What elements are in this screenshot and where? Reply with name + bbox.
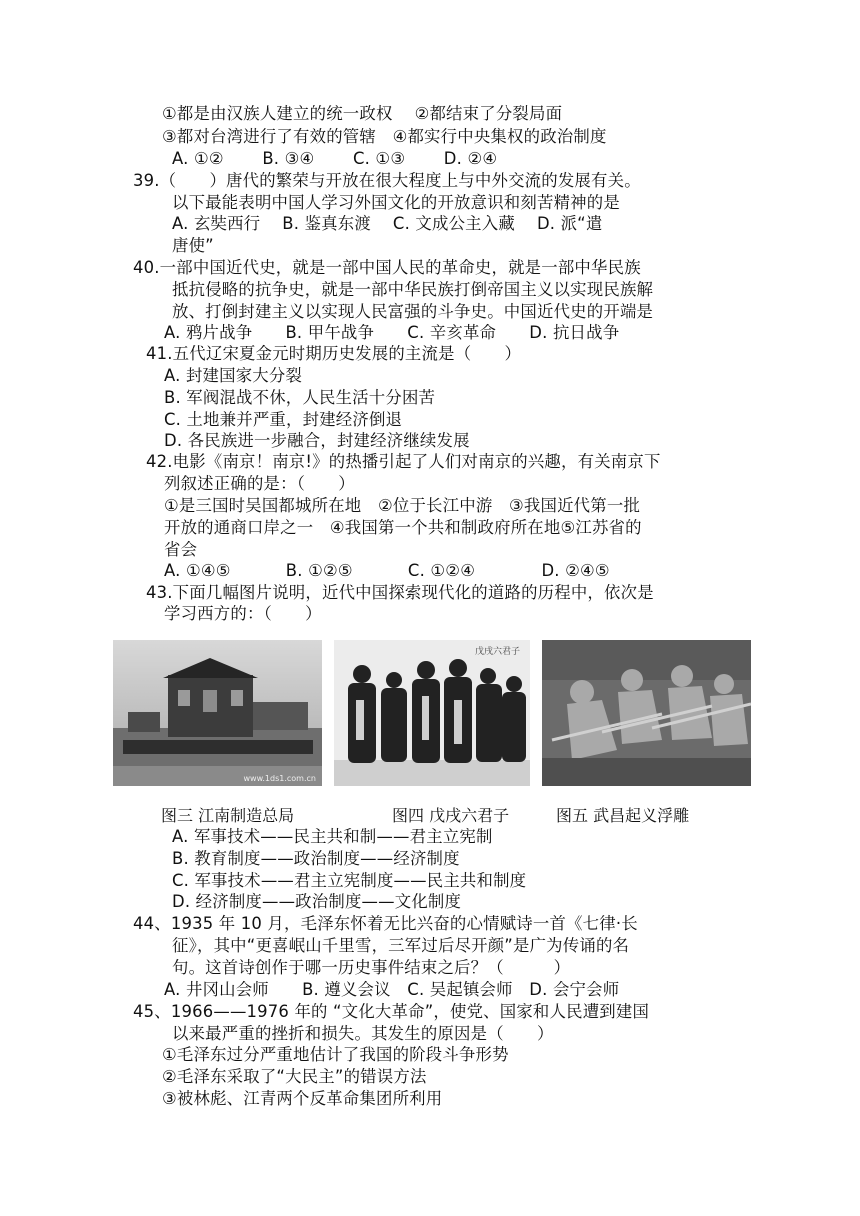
q40-stem-line3: 放、打倒封建主义以实现人民富强的斗争史。中国近代史的开端是 (172, 302, 654, 321)
q44-stem-line1: 44、1935 年 10 月，毛泽东怀着无比兴奋的心情赋诗一首《七律·长 (133, 914, 638, 933)
q42-stem-line2: 列叙述正确的是：（ ） (164, 474, 355, 493)
q44-stem-line3: 句。这首诗创作于哪一历史事件结束之后？（ ） (172, 958, 571, 977)
q45-statement-1: ①毛泽东过分严重地估计了我国的阶段斗争形势 (162, 1045, 509, 1064)
q42-options: A. ①④⑤ B. ①②⑤ C. ①②④ D. ②④⑤ (164, 561, 610, 580)
q41-option-c: C. 土地兼并严重，封建经济倒退 (164, 410, 403, 429)
q42-statement-line2: 开放的通商口岸之一 ④我国第一个共和制政府所在地⑤江苏省的 (164, 518, 642, 537)
q39-stem-line1: 39.（ ）唐代的繁荣与开放在很大程度上与中外交流的发展有关。 (133, 171, 641, 190)
q40-options: A. 鸦片战争 B. 甲午战争 C. 辛亥革命 D. 抗日战争 (164, 323, 620, 342)
q45-stem-line1: 45、1966——1976 年的 “文化大革命”，使党、国家和人民遭到建国 (133, 1002, 650, 1021)
q38-statement-line2: ③都对台湾进行了有效的管辖 ④都实行中央集权的政治制度 (162, 127, 607, 146)
q43-option-d: D. 经济制度——政治制度——文化制度 (172, 892, 462, 911)
q44-options: A. 井冈山会师 B. 遵义会议 C. 吴起镇会师 D. 会宁会师 (164, 980, 620, 999)
q41-stem: 41.五代辽宋夏金元时期历史发展的主流是（ ） (146, 344, 522, 363)
q38-statement-line1: ①都是由汉族人建立的统一政权 ②都结束了分裂局面 (162, 104, 563, 123)
q39-options: A. 玄奘西行 B. 鉴真东渡 C. 文成公主入藏 D. 派“遣 (172, 214, 603, 233)
photo-watermark: www.1ds1.com.cn (243, 774, 316, 783)
q40-stem-line2: 抵抗侵略的抗争史，就是一部中华民族打倒帝国主义以实现民族解 (172, 280, 654, 299)
q41-option-d: D. 各民族进一步融合，封建经济继续发展 (164, 431, 470, 450)
q42-stem-line1: 42.电影《南京！南京!》的热播引起了人们对南京的兴趣，有关南京下 (146, 452, 661, 471)
q43-option-c: C. 军事技术——君主立宪制度——民主共和制度 (172, 871, 527, 890)
q41-option-b: B. 军阀混战不休，人民生活十分困苦 (164, 388, 436, 407)
caption-figure-5: 图五 武昌起义浮雕 (556, 806, 690, 825)
q43-option-a: A. 军事技术——民主共和制——君主立宪制 (172, 827, 493, 846)
photo-title: 戊戌六君子 (474, 647, 520, 657)
q45-statement-2: ②毛泽东采取了“大民主”的错误方法 (162, 1067, 427, 1086)
q44-stem-line2: 征》，其中“更喜岷山千里雪，三军过后尽开颜”是广为传诵的名 (172, 936, 630, 955)
q43-stem-line1: 43.下面几幅图片说明，近代中国探索现代化的道路的历程中，依次是 (146, 583, 654, 602)
q42-statement-line1: ①是三国时吴国都城所在地 ②位于长江中游 ③我国近代第一批 (164, 496, 641, 515)
caption-figure-4: 图四 戊戌六君子 (392, 806, 510, 825)
q42-statement-line3: 省会 (164, 540, 198, 559)
q41-option-a: A. 封建国家大分裂 (164, 366, 303, 385)
wuchang-uprising-relief-photo (542, 640, 751, 786)
wuxu-six-gentlemen-picture (334, 640, 530, 786)
q45-stem-line2: 以来最严重的挫折和损失。其发生的原因是（ ） (172, 1024, 554, 1043)
q43-option-b: B. 教育制度——政治制度——经济制度 (172, 849, 460, 868)
q39-stem-line2: 以下最能表明中国人学习外国文化的开放意识和刻苦精神的是 (172, 193, 620, 212)
q43-stem-line2: 学习西方的：（ ） (164, 604, 322, 623)
q45-statement-3: ③被林彪、江青两个反革命集团所利用 (162, 1089, 443, 1108)
q40-stem-line1: 40.一部中国近代史，就是一部中国人民的革命史，就是一部中华民族 (133, 258, 641, 277)
q38-options: A. ①② B. ③④ C. ①③ D. ②④ (172, 149, 498, 168)
caption-figure-3: 图三 江南制造总局 (161, 806, 295, 825)
jiangnan-arsenal-photo (113, 640, 322, 786)
q39-options-wrap: 唐使” (172, 236, 214, 255)
